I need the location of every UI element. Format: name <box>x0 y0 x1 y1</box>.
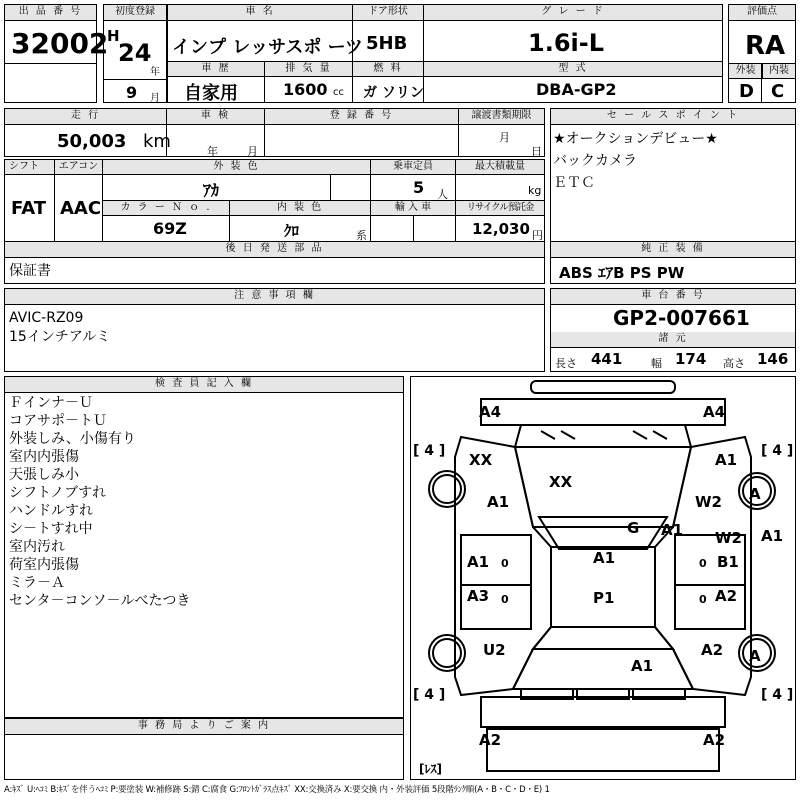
year-unit: 年 <box>150 67 160 78</box>
parts-box <box>4 241 545 284</box>
hood <box>515 447 691 527</box>
width: 174 <box>675 350 707 368</box>
mark-fender-right: W2 <box>695 493 722 511</box>
model-label: 型 式 <box>424 62 722 77</box>
ext-color: ｱｶ <box>203 181 220 200</box>
first-reg-label: 初度登録 <box>104 5 166 21</box>
load-box <box>455 159 545 201</box>
mark-fender-right-top: A1 <box>715 451 738 469</box>
score: RA <box>745 31 786 61</box>
month-unit: 月 <box>150 93 160 104</box>
length-label: 長さ <box>555 357 577 370</box>
tire-depth-front-right: [ 4 ] <box>761 443 794 459</box>
mark-hood-left: XX <box>469 451 493 469</box>
inspector-line-3: 外装しみ、小傷有り <box>9 431 136 447</box>
reg-month: 9 <box>126 83 138 102</box>
inspector-box <box>4 376 404 718</box>
int-color-unit: 系 <box>356 229 367 242</box>
mark-door-front-left: A1 <box>467 553 490 571</box>
score-label: 評価点 <box>729 5 795 21</box>
mark-wheel-rear-right: A <box>749 647 761 665</box>
mark-door-front-right: W2 <box>715 529 742 547</box>
diagram-box <box>410 376 796 780</box>
ext-color-label: 外 装 色 <box>103 160 370 175</box>
inspection-box <box>166 108 265 157</box>
name-box <box>167 4 363 62</box>
mileage: 50,003 <box>57 131 127 152</box>
mileage-box <box>4 108 171 157</box>
model-code: DBA-GP2 <box>536 80 617 99</box>
windshield <box>539 517 667 549</box>
color-no-box <box>102 200 230 242</box>
interior-label: 内装 <box>762 64 795 79</box>
inspector-line-2: コアサポ－トＵ <box>9 413 107 429</box>
lot-number: 32002 <box>11 27 109 60</box>
rear-window <box>533 627 673 649</box>
km-unit: km <box>143 131 171 152</box>
capacity: 5 <box>413 178 425 197</box>
spare-tire: [ﾚｽ] <box>419 762 442 776</box>
notes-line-1: AVIC-RZ09 <box>9 310 84 326</box>
load-unit: kg <box>528 184 542 197</box>
interior-score: C <box>771 81 785 102</box>
front-bumper-top <box>531 381 675 393</box>
mark-door-rear-right: A2 <box>715 587 738 605</box>
equipment-box <box>550 241 796 284</box>
height: 146 <box>757 350 789 368</box>
history: 自家用 <box>184 83 238 104</box>
inspector-line-6: シフトノブすれ <box>9 485 107 501</box>
chassis-box <box>550 288 796 372</box>
recycle: 12,030 <box>472 220 530 238</box>
displacement-label: 排 気 量 <box>265 62 352 77</box>
sales-points-box <box>550 108 796 242</box>
car-name: インプ レッサスポ ーツ <box>172 37 363 58</box>
inspector-line-8: シ－トすれ中 <box>9 521 93 537</box>
exterior-label: 外装 <box>729 64 762 79</box>
rear-bumper <box>481 697 725 727</box>
inspect-year-unit: 年 <box>207 145 218 158</box>
ac: AAC <box>60 198 102 219</box>
lot-box <box>4 4 109 103</box>
import-box <box>370 200 456 242</box>
mark-bumper-left: A2 <box>479 731 502 749</box>
lot-label: 出 品 番 号 <box>5 5 96 21</box>
int-color-label: 内 装 色 <box>230 201 370 216</box>
length: 441 <box>591 350 623 368</box>
inspector-line-1: Ｆインナ－Ｕ <box>9 395 93 411</box>
inspector-line-5: 天張しみ小 <box>9 467 79 483</box>
ext-color-box <box>102 159 371 201</box>
height-label: 高さ <box>723 357 745 370</box>
displacement-box <box>264 61 353 103</box>
inspector-line-12: センタ－コンソ－ルべたつき <box>9 593 191 609</box>
transfer-month-unit: 月 <box>499 131 510 144</box>
inspector-line-11: ミラ－Ａ <box>9 575 65 591</box>
grade: 1.6i-L <box>528 29 604 57</box>
notes-line-2: 15インチアルミ <box>9 329 111 345</box>
recycle-box <box>455 200 545 242</box>
equipment-label: 純 正 装 備 <box>551 242 795 258</box>
capacity-label: 乗車定員 <box>371 160 455 175</box>
equipment: ABS ｴｱB PS PW <box>559 264 685 282</box>
recycle-unit: 円 <box>532 229 543 242</box>
sales-point-3: ＥＴＣ <box>553 175 595 191</box>
mark-door-left-0: 0 <box>501 557 509 570</box>
first-reg-box <box>103 4 167 103</box>
mark-pillar-right: A1 <box>661 521 684 539</box>
grade-box <box>423 4 723 62</box>
inspector-label: 検 査 員 記 入 欄 <box>5 377 403 393</box>
wheel-rear-left-rim <box>433 639 461 667</box>
wheel-front-left <box>429 471 465 507</box>
sales-points-label: セ ー ル ス ポ イ ン ト <box>551 109 795 125</box>
inspector-line-7: ハンドルすれ <box>9 503 93 519</box>
width-label: 幅 <box>651 357 662 370</box>
score-box <box>728 4 796 103</box>
mark-door-rear-left: A3 <box>467 587 490 605</box>
mark-bumper-right: A2 <box>703 731 726 749</box>
mark-hood-center: XX <box>549 473 573 491</box>
transfer-label: 譲渡書類期限 <box>459 109 544 125</box>
wheel-rear-left <box>429 635 465 671</box>
door-box <box>352 4 424 62</box>
mark-door-front-right-2: B1 <box>717 553 739 571</box>
parts-value: 保証書 <box>9 263 51 279</box>
mark-door-right-0b: 0 <box>699 593 707 606</box>
history-box <box>167 61 265 103</box>
import-label: 輸 入 車 <box>371 201 455 216</box>
mark-door-right-0: 0 <box>699 557 707 570</box>
name-label: 車 名 <box>168 5 352 21</box>
door-type: 5HB <box>366 33 408 54</box>
legend: A:ｷｽﾞ U:ﾍｺﾐ B:ｷｽﾞを伴うﾍｺﾐ P:要塗装 W:補修跡 S:錆 C:腐食 G:ﾌﾛﾝﾄｶﾞﾗｽ点ｷｽﾞ XX:交換済み X:要交換 内・外装評価 5段階ﾗﾝｸ順(A・B・C・D・E) 1 <box>4 785 550 795</box>
mark-front-left: A4 <box>479 403 502 421</box>
office-box <box>4 718 404 780</box>
color-no: 69Z <box>153 219 187 238</box>
shift: FAT <box>11 198 47 219</box>
shift-box <box>4 159 55 242</box>
inspection-label: 車 検 <box>167 109 264 125</box>
tire-depth-rear-right: [ 4 ] <box>761 687 794 703</box>
exterior-score: D <box>739 81 754 102</box>
model-box <box>423 61 723 103</box>
chassis-number: GP2-007661 <box>613 306 750 330</box>
inspect-month-unit: 月 <box>247 145 258 158</box>
grade-label: グ レ ー ド <box>424 5 722 21</box>
rear-bumper-lower <box>487 729 719 771</box>
transfer-day-unit: 日 <box>531 145 542 158</box>
mark-quarter-left: U2 <box>483 641 506 659</box>
displacement: 1600 <box>283 80 328 99</box>
mark-roof: P1 <box>593 589 615 607</box>
rear-hatch <box>513 649 693 689</box>
ac-label: エアコン <box>55 160 102 175</box>
fuel-label: 燃 料 <box>353 62 423 77</box>
sales-point-2: バックカメラ <box>553 153 637 169</box>
fuel: ガ ソリン <box>363 85 424 101</box>
reg-year: 24 <box>118 39 152 67</box>
shift-label: シフト <box>5 160 54 175</box>
cc-unit: cc <box>333 87 344 98</box>
color-no-label: カ ラ ー Ｎ ｏ . <box>103 201 229 216</box>
mark-side-right: A1 <box>761 527 784 545</box>
fuel-box <box>352 61 424 103</box>
history-label: 車 歴 <box>168 62 264 77</box>
sales-point-1: ★オークションデビュー★ <box>553 131 718 147</box>
mark-quarter-right: A2 <box>701 641 724 659</box>
int-color-box <box>229 200 371 242</box>
mark-wheel-front-right: A <box>749 485 761 503</box>
capacity-box <box>370 159 456 201</box>
mark-glass: G <box>627 519 640 537</box>
front-bumper <box>481 399 725 425</box>
door-label: ドア形状 <box>353 5 423 21</box>
front-grille <box>515 425 691 447</box>
ac-box <box>54 159 103 242</box>
recycle-label: リサイクル預託金 <box>456 201 544 216</box>
capacity-unit: 人 <box>437 188 448 201</box>
office-label: 事 務 局 よ り ご 案 内 <box>5 719 403 735</box>
registration-label: 登 録 番 号 <box>265 109 458 125</box>
notes-label: 注 意 事 項 欄 <box>5 289 544 305</box>
car-diagram <box>411 377 795 779</box>
parts-label: 後 日 発 送 部 品 <box>5 242 544 258</box>
era: H <box>107 27 120 45</box>
wheel-front-left-rim <box>433 475 461 503</box>
notes-box <box>4 288 545 372</box>
inspector-line-10: 荷室内張傷 <box>9 557 79 573</box>
mark-roof-front: A1 <box>593 549 616 567</box>
load-label: 最大積載量 <box>456 160 544 175</box>
int-color: ｸﾛ <box>284 222 300 240</box>
spec-label: 諸 元 <box>551 332 795 348</box>
inspector-line-4: 室内内張傷 <box>9 449 79 465</box>
mark-door-left-0b: 0 <box>501 593 509 606</box>
mileage-label: 走 行 <box>5 109 166 125</box>
mark-rear-center: A1 <box>631 657 654 675</box>
mark-fender-left: A1 <box>487 493 510 511</box>
tire-depth-rear-left: [ 4 ] <box>413 687 446 703</box>
chassis-label: 車 台 番 号 <box>551 289 795 305</box>
mark-front-right: A4 <box>703 403 726 421</box>
registration-box <box>264 108 459 157</box>
tire-depth-front-left: [ 4 ] <box>413 443 446 459</box>
inspector-line-9: 室内汚れ <box>9 539 65 555</box>
transfer-box <box>458 108 545 157</box>
